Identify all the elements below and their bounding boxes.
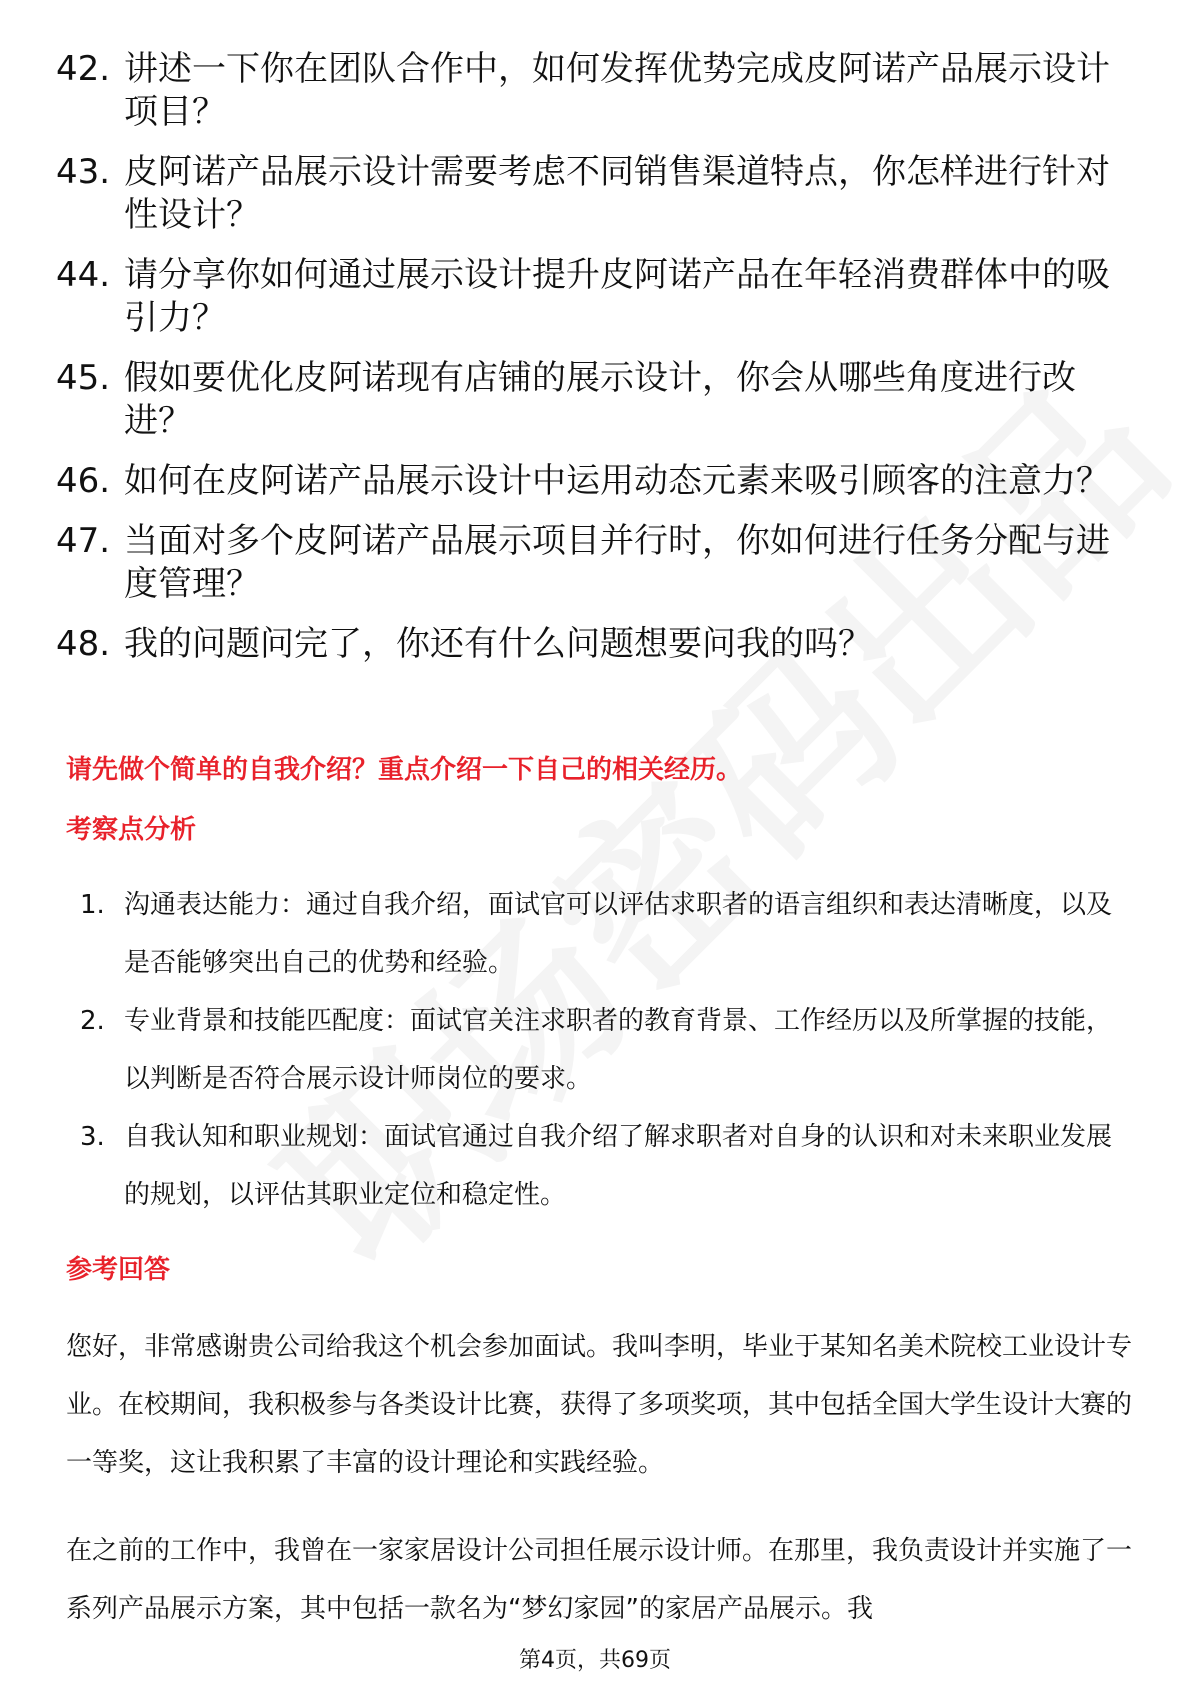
analysis-text: 自我认知和职业规划：面试官通过自我介绍了解求职者对自身的认识和对未来职业发展的规划，以评估其职业定位和稳定性。 — [124, 1122, 1113, 1210]
question-text: 如何在皮阿诺产品展示设计中运用动态元素来吸引顾客的注意力？ — [124, 461, 1110, 501]
question-item — [56, 48, 1136, 134]
question-number: 45. — [56, 358, 111, 398]
question-item — [56, 357, 1136, 443]
question-number: 42. — [56, 49, 111, 89]
question-number: 43. — [56, 152, 111, 192]
analysis-number: 3. — [80, 1122, 105, 1152]
reference-heading: 参考回答 — [66, 1255, 171, 1285]
question-item — [56, 623, 1136, 666]
question-text: 皮阿诺产品展示设计需要考虑不同销售渠道特点，你怎样进行针对性设计？ — [124, 152, 1110, 235]
question-number: 44. — [56, 255, 111, 295]
question-item — [56, 151, 1136, 237]
analysis-item — [80, 992, 1132, 1108]
question-text: 请分享你如何通过展示设计提升皮阿诺产品在年轻消费群体中的吸引力？ — [124, 255, 1110, 338]
question-item — [56, 520, 1136, 606]
analysis-item — [80, 1108, 1132, 1224]
analysis-number: 2. — [80, 1006, 105, 1036]
question-item — [56, 460, 1136, 503]
analysis-text: 沟通表达能力：通过自我介绍，面试官可以评估求职者的语言组织和表达清晰度，以及是否能够突出自己的优势和经验。 — [124, 890, 1113, 978]
question-text: 我的问题问完了，你还有什么问题想要问我的吗？ — [124, 624, 872, 664]
question-number: 46. — [56, 461, 111, 501]
question-number: 47. — [56, 521, 111, 561]
analysis-list — [80, 876, 1132, 1224]
answer-paragraph: 在之前的工作中，我曾在一家家居设计公司担任展示设计师。在那里，我负责设计并实施了一系列产品展示方案，其中包括一款名为“梦幻家园”的家居产品展示。我 — [66, 1536, 1133, 1624]
analysis-number: 1. — [80, 890, 105, 920]
analysis-item — [80, 876, 1132, 992]
question-text: 讲述一下你在团队合作中，如何发挥优势完成皮阿诺产品展示设计项目？ — [124, 49, 1110, 132]
question-item — [56, 254, 1136, 340]
answer-paragraph: 您好，非常感谢贵公司给我这个机会参加面试。我叫李明，毕业于某知名美术院校工业设计专业。在校期间，我积极参与各类设计比赛，获得了多项奖项，其中包括全国大学生设计大赛的一等奖，这让我积累了丰富的设计理论和实践经验。 — [66, 1332, 1133, 1478]
question-text: 当面对多个皮阿诺产品展示项目并行时，你如何进行任务分配与进度管理？ — [124, 521, 1110, 604]
page-footer: 第4页，共69页 — [519, 1648, 671, 1673]
question-list — [56, 48, 1136, 683]
analysis-text: 专业背景和技能匹配度：面试官关注求职者的教育背景、工作经历以及所掌握的技能，以判断是否符合展示设计师岗位的要求。 — [124, 1006, 1113, 1094]
question-text: 假如要优化皮阿诺现有店铺的展示设计，你会从哪些角度进行改进？ — [124, 358, 1076, 441]
question-number: 48. — [56, 624, 111, 664]
analysis-heading: 考察点分析 — [66, 815, 197, 845]
featured-question-title: 请先做个简单的自我介绍？重点介绍一下自己的相关经历。 — [66, 755, 743, 785]
